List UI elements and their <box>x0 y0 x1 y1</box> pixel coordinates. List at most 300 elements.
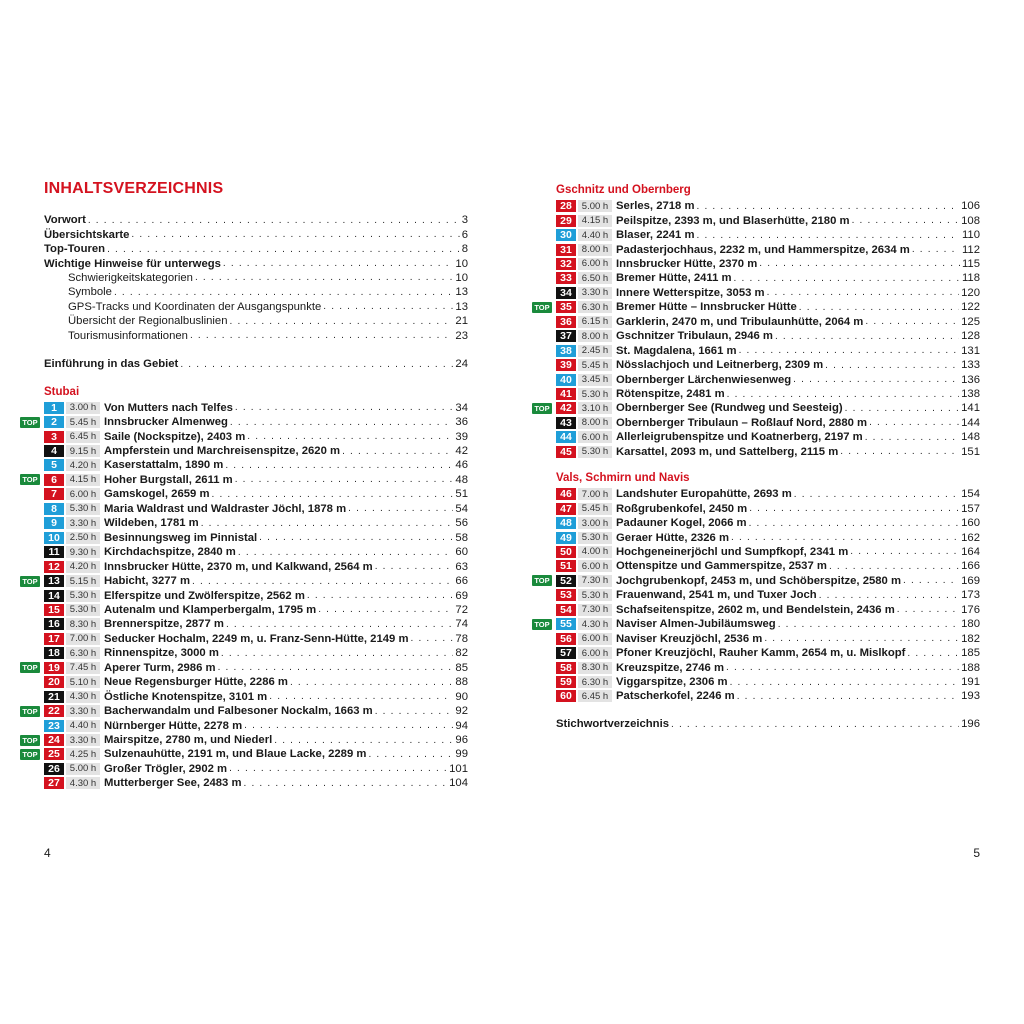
tour-page: 160 <box>961 517 980 530</box>
tour-row[interactable] <box>20 502 468 516</box>
tour-duration: 6.50 h <box>578 272 612 284</box>
tour-page: 154 <box>961 488 980 501</box>
tour-number: 47 <box>556 503 576 515</box>
section-heading: Gschnitz und Obernberg <box>556 184 691 196</box>
tour-title: Peilspitze, 2393 m, und Blaserhütte, 2180 m <box>616 214 850 227</box>
tour-duration: 8.30 h <box>578 662 612 674</box>
tour-page: 101 <box>449 762 468 775</box>
toc-entry-title: Stichwortverzeichnis <box>556 718 670 731</box>
leader-dots <box>225 460 453 471</box>
tour-row[interactable] <box>532 603 980 617</box>
tour-number: 40 <box>556 374 576 386</box>
toc-entry-page: 10 <box>455 257 468 270</box>
tour-row[interactable] <box>532 430 980 444</box>
tour-page: 120 <box>961 286 980 299</box>
tour-number: 24 <box>44 734 64 746</box>
tour-page: 182 <box>961 632 980 645</box>
tour-page: 133 <box>961 359 980 372</box>
toc-entry-title: Symbole <box>68 286 112 299</box>
tour-title: Rinnenspitze, 3000 m <box>104 647 219 660</box>
tour-page: 148 <box>961 431 980 444</box>
tour-duration: 5.00 h <box>578 200 612 212</box>
tour-row[interactable] <box>20 690 468 704</box>
tour-title: Roßgrubenkofel, 2450 m <box>616 502 748 515</box>
tour-number: 55 <box>556 618 576 630</box>
tour-duration: 7.00 h <box>578 488 612 500</box>
leader-dots <box>88 215 460 226</box>
tour-title: Nösslachjoch und Leitnerberg, 2309 m <box>616 359 824 372</box>
tour-title: Kreuzspitze, 2746 m <box>616 661 724 674</box>
tour-page: 46 <box>455 459 468 472</box>
tour-duration: 6.00 h <box>66 488 100 500</box>
tour-title: Seducker Hochalm, 2249 m, u. Franz-Senn-Hütte, 2149 m <box>104 632 409 645</box>
toc-entry[interactable] <box>44 242 468 256</box>
tour-row[interactable] <box>20 401 468 415</box>
leader-dots <box>307 590 454 601</box>
tour-row[interactable] <box>20 588 468 602</box>
tour-number: 31 <box>556 244 576 256</box>
tour-page: 136 <box>961 373 980 386</box>
tour-title: Aperer Turm, 2986 m <box>104 661 216 674</box>
tour-duration: 6.15 h <box>578 316 612 328</box>
tour-row[interactable] <box>532 228 980 242</box>
top-badge: TOP <box>20 417 40 428</box>
tour-row[interactable] <box>20 762 468 776</box>
tour-number: 8 <box>44 503 64 515</box>
tour-duration: 8.00 h <box>578 417 612 429</box>
tour-number: 59 <box>556 676 576 688</box>
tour-page: 141 <box>961 402 980 415</box>
tour-number: 36 <box>556 316 576 328</box>
tour-page: 56 <box>455 517 468 530</box>
leader-dots <box>799 302 959 313</box>
tour-page: 85 <box>455 661 468 674</box>
toc-entry-page: 13 <box>455 286 468 299</box>
leader-dots <box>235 474 454 485</box>
tour-duration: 3.30 h <box>578 287 612 299</box>
top-badge: TOP <box>20 706 40 717</box>
tour-duration: 3.10 h <box>578 402 612 414</box>
tour-row[interactable] <box>20 776 468 790</box>
tour-page: 110 <box>961 229 980 242</box>
leader-dots <box>230 316 454 327</box>
tour-row[interactable] <box>20 545 468 559</box>
tour-title: Bremer Hütte – Innsbrucker Hütte <box>616 301 797 314</box>
leader-dots <box>764 633 959 644</box>
toc-entry[interactable] <box>68 300 468 314</box>
tour-number: 21 <box>44 691 64 703</box>
tour-title: Sulzenauhütte, 2191 m, und Blaue Lacke, 2289 m <box>104 748 367 761</box>
tour-number: 45 <box>556 446 576 458</box>
leader-dots <box>375 706 454 717</box>
tour-title: Ampferstein und Marchreisenspitze, 2620 m <box>104 445 341 458</box>
tour-page: 173 <box>961 589 980 602</box>
top-badge: TOP <box>532 403 552 414</box>
tour-row[interactable] <box>532 530 980 544</box>
tour-number: 41 <box>556 388 576 400</box>
toc-title: INHALTSVERZEICHNIS <box>44 180 224 197</box>
tour-title: Innsbrucker Almenweg <box>104 416 228 429</box>
leader-dots <box>852 215 960 226</box>
tour-duration: 5.30 h <box>66 590 100 602</box>
tour-page: 74 <box>455 618 468 631</box>
leader-dots <box>794 489 959 500</box>
tour-row[interactable] <box>20 574 468 588</box>
tour-page: 94 <box>455 719 468 732</box>
tour-title: Habicht, 3277 m <box>104 575 191 588</box>
tour-duration: 6.30 h <box>578 676 612 688</box>
tour-row[interactable] <box>532 199 980 213</box>
tour-duration: 7.30 h <box>578 604 612 616</box>
tour-page: 104 <box>449 777 468 790</box>
tour-title: Obernberger Tribulaun – Roßlauf Nord, 2880 m <box>616 416 868 429</box>
leader-dots <box>829 561 959 572</box>
leader-dots <box>274 735 453 746</box>
toc-entry-page: 13 <box>455 300 468 313</box>
top-badge: TOP <box>20 749 40 760</box>
leader-dots <box>793 374 959 385</box>
tour-duration: 5.30 h <box>578 446 612 458</box>
leader-dots <box>825 360 959 371</box>
tour-number: 42 <box>556 402 576 414</box>
tour-page: 36 <box>455 416 468 429</box>
tour-title: Innsbrucker Hütte, 2370 m <box>616 257 758 270</box>
top-badge: TOP <box>20 735 40 746</box>
tour-number: 44 <box>556 431 576 443</box>
leader-dots <box>221 648 454 659</box>
tour-title: Hochgeneinerjöchl und Sumpfkopf, 2341 m <box>616 545 849 558</box>
tour-row[interactable] <box>532 660 980 674</box>
tour-row[interactable] <box>20 429 468 443</box>
toc-entry[interactable] <box>68 271 468 285</box>
tour-row[interactable] <box>20 661 468 675</box>
leader-dots <box>903 575 959 586</box>
tour-row[interactable] <box>20 632 468 646</box>
top-badge: TOP <box>532 302 552 313</box>
tour-row[interactable] <box>20 473 468 487</box>
toc-entry[interactable] <box>68 285 468 299</box>
toc-entry-title: Übersicht der Regionalbuslinien <box>68 315 228 328</box>
tour-title: Bremer Hütte, 2411 m <box>616 272 732 285</box>
tour-row[interactable] <box>532 387 980 401</box>
toc-entry-page: 24 <box>455 358 468 371</box>
leader-dots <box>819 590 959 601</box>
tour-title: Saile (Nockspitze), 2403 m <box>104 430 246 443</box>
toc-entry[interactable] <box>68 314 468 328</box>
tour-row[interactable] <box>532 516 980 530</box>
tour-page: 82 <box>455 647 468 660</box>
tour-row[interactable] <box>532 445 980 459</box>
toc-entry-title: Übersichtskarte <box>44 228 130 241</box>
tour-page: 63 <box>455 560 468 573</box>
tour-row[interactable] <box>20 603 468 617</box>
tour-page: 106 <box>961 200 980 213</box>
tour-number: 58 <box>556 662 576 674</box>
tour-title: Naviser Almen-Jubiläumsweg <box>616 618 776 631</box>
leader-dots <box>244 778 448 789</box>
toc-entry-page: 10 <box>455 271 468 284</box>
tour-row[interactable] <box>20 646 468 660</box>
top-badge: TOP <box>532 575 552 586</box>
tour-duration: 4.30 h <box>66 777 100 789</box>
tour-title: Bacherwandalm und Falbesoner Nockalm, 1663 m <box>104 705 373 718</box>
tour-page: 162 <box>961 531 980 544</box>
tour-row[interactable] <box>532 501 980 515</box>
tour-duration: 5.10 h <box>66 676 100 688</box>
tour-row[interactable] <box>532 315 980 329</box>
tour-number: 57 <box>556 647 576 659</box>
leader-dots <box>238 547 454 558</box>
leader-dots <box>244 720 453 731</box>
tour-number: 18 <box>44 647 64 659</box>
tour-number: 60 <box>556 690 576 702</box>
tour-row[interactable] <box>532 271 980 285</box>
toc-entry-title: Wichtige Hinweise für unterwegs <box>44 257 221 270</box>
tour-row[interactable] <box>532 588 980 602</box>
tour-duration: 6.30 h <box>578 301 612 313</box>
tour-duration: 7.00 h <box>66 633 100 645</box>
tour-number: 50 <box>556 546 576 558</box>
tour-page: 188 <box>961 661 980 674</box>
leader-dots <box>259 532 453 543</box>
leader-dots <box>869 417 959 428</box>
toc-entry-page: 3 <box>461 214 468 227</box>
tour-page: 88 <box>455 676 468 689</box>
tour-row[interactable] <box>532 372 980 386</box>
tour-page: 157 <box>961 502 980 515</box>
leader-dots <box>775 331 959 342</box>
tour-title: Von Mutters nach Telfes <box>104 401 233 414</box>
toc-entry-title: Schwierigkeitskategorien <box>68 271 193 284</box>
tour-page: 164 <box>961 545 980 558</box>
tour-row[interactable] <box>532 401 980 415</box>
tour-page: 151 <box>961 445 980 458</box>
tour-row[interactable] <box>20 704 468 718</box>
leader-dots <box>730 677 960 688</box>
toc-entry[interactable] <box>68 329 468 343</box>
tour-row[interactable] <box>20 458 468 472</box>
tour-title: Naviser Kreuzjöchl, 2536 m <box>616 632 763 645</box>
tour-duration: 4.20 h <box>66 561 100 573</box>
leader-dots <box>318 604 453 615</box>
leader-dots <box>107 244 460 255</box>
tour-row[interactable] <box>20 617 468 631</box>
toc-entry[interactable] <box>44 213 468 227</box>
leader-dots <box>727 389 960 400</box>
tour-duration: 3.00 h <box>66 402 100 414</box>
tour-duration: 2.50 h <box>66 532 100 544</box>
tour-duration: 8.00 h <box>578 244 612 256</box>
tour-number: 17 <box>44 633 64 645</box>
tour-row[interactable] <box>532 329 980 343</box>
tour-title: Frauenwand, 2541 m, und Tuxer Joch <box>616 589 817 602</box>
tour-row[interactable] <box>532 545 980 559</box>
tour-title: Ottenspitze und Gammerspitze, 2537 m <box>616 560 827 573</box>
leader-dots <box>759 258 960 269</box>
tour-row[interactable] <box>532 632 980 646</box>
tour-duration: 5.30 h <box>578 589 612 601</box>
toc-entry-page: 6 <box>461 228 468 241</box>
tour-title: Rötenspitze, 2481 m <box>616 388 725 401</box>
tour-title: Innsbrucker Hütte, 2370 m, und Kalkwand, 2564 m <box>104 560 373 573</box>
tour-title: Blaser, 2241 m <box>616 229 695 242</box>
top-badge: TOP <box>532 619 552 630</box>
tour-row[interactable] <box>20 559 468 573</box>
tour-row[interactable] <box>532 574 980 588</box>
page-number-right: 5 <box>973 846 980 860</box>
tour-duration: 4.40 h <box>66 720 100 732</box>
tour-page: 48 <box>455 473 468 486</box>
tour-title: Neue Regensburger Hütte, 2286 m <box>104 676 288 689</box>
tour-row[interactable] <box>20 444 468 458</box>
leader-dots <box>269 691 453 702</box>
toc-entry[interactable] <box>44 256 468 270</box>
tour-page: 69 <box>455 589 468 602</box>
tour-row[interactable] <box>532 344 980 358</box>
leader-dots <box>739 345 960 356</box>
toc-entry-title: Vorwort <box>44 214 86 227</box>
leader-dots <box>226 619 453 630</box>
tour-title: Jochgrubenkopf, 2453 m, und Schöberspitze, 2580 m <box>616 574 902 587</box>
tour-page: 176 <box>961 603 980 616</box>
tour-duration: 8.30 h <box>66 618 100 630</box>
tour-row[interactable] <box>532 559 980 573</box>
tour-page: 99 <box>455 748 468 761</box>
tour-row[interactable] <box>532 416 980 430</box>
leader-dots <box>731 532 959 543</box>
tour-title: Mutterberger See, 2483 m <box>104 777 242 790</box>
tour-row[interactable] <box>532 358 980 372</box>
tour-duration: 5.45 h <box>66 416 100 428</box>
tour-title: Serles, 2718 m <box>616 200 695 213</box>
leader-dots <box>840 446 959 457</box>
tour-duration: 5.30 h <box>66 604 100 616</box>
leader-dots <box>697 201 960 212</box>
tour-title: Karsattel, 2093 m, und Sattelberg, 2115 m <box>616 445 839 458</box>
tour-page: 131 <box>961 344 980 357</box>
tour-number: 49 <box>556 532 576 544</box>
tour-number: 46 <box>556 488 576 500</box>
toc-entry-index[interactable] <box>556 717 980 731</box>
toc-entry-page: 8 <box>461 243 468 256</box>
tour-duration: 6.00 h <box>578 258 612 270</box>
tour-duration: 5.00 h <box>66 763 100 775</box>
tour-row[interactable] <box>532 213 980 227</box>
leader-dots <box>201 518 454 529</box>
tour-title: Kaserstattalm, 1890 m <box>104 459 224 472</box>
tour-page: 54 <box>455 502 468 515</box>
tour-duration: 5.45 h <box>578 359 612 371</box>
tour-duration: 6.00 h <box>578 633 612 645</box>
leader-dots <box>749 518 960 529</box>
tour-row[interactable] <box>20 733 468 747</box>
tour-number: 33 <box>556 272 576 284</box>
toc-entry-title: Top-Touren <box>44 243 106 256</box>
tour-number: 25 <box>44 748 64 760</box>
toc-entry[interactable] <box>44 227 468 241</box>
tour-number: 52 <box>556 575 576 587</box>
tour-title: Besinnungsweg im Pinnistal <box>104 531 258 544</box>
leader-dots <box>850 546 959 557</box>
tour-row[interactable] <box>532 675 980 689</box>
top-badge: TOP <box>20 474 40 485</box>
tour-title: Autenalm und Klamperbergalm, 1795 m <box>104 603 317 616</box>
tour-row[interactable] <box>20 747 468 761</box>
tour-row[interactable] <box>20 531 468 545</box>
tour-title: Gschnitzer Tribulaun, 2946 m <box>616 330 773 343</box>
toc-entry-title: GPS-Tracks und Koordinaten der Ausgangspunkte <box>68 300 322 313</box>
tour-row[interactable] <box>532 300 980 314</box>
tour-row[interactable] <box>532 487 980 501</box>
tour-title: Landshuter Europahütte, 2693 m <box>616 488 792 501</box>
leader-dots <box>767 287 960 298</box>
tour-row[interactable] <box>532 257 980 271</box>
tour-page: 51 <box>455 488 468 501</box>
tour-row[interactable] <box>532 286 980 300</box>
tour-number: 4 <box>44 445 64 457</box>
tour-row[interactable] <box>20 718 468 732</box>
leader-dots <box>734 273 960 284</box>
toc-entry-title: Einführung in das Gebiet <box>44 358 179 371</box>
tour-number: 27 <box>44 777 64 789</box>
tour-duration: 7.30 h <box>578 575 612 587</box>
tour-row[interactable] <box>532 689 980 703</box>
tour-number: 43 <box>556 417 576 429</box>
tour-page: 60 <box>455 546 468 559</box>
leader-dots <box>749 503 959 514</box>
tour-page: 58 <box>455 531 468 544</box>
leader-dots <box>212 489 454 500</box>
tour-row[interactable] <box>20 487 468 501</box>
tour-row[interactable] <box>20 415 468 429</box>
tour-duration: 4.30 h <box>66 691 100 703</box>
tour-duration: 6.45 h <box>578 690 612 702</box>
tour-row[interactable] <box>20 516 468 530</box>
tour-number: 48 <box>556 517 576 529</box>
right-page <box>512 0 1024 1024</box>
tour-title: Großer Trögler, 2902 m <box>104 762 228 775</box>
tour-title: Maria Waldrast und Waldraster Jöchl, 1878 m <box>104 502 347 515</box>
toc-entry-intro[interactable] <box>44 357 468 371</box>
tour-number: 2 <box>44 416 64 428</box>
tour-title: Wildeben, 1781 m <box>104 517 199 530</box>
leader-dots <box>778 619 959 630</box>
tour-duration: 6.30 h <box>66 647 100 659</box>
tour-number: 5 <box>44 459 64 471</box>
tour-title: Kirchdachspitze, 2840 m <box>104 546 236 559</box>
tour-page: 34 <box>455 401 468 414</box>
tour-title: Schafseitenspitze, 2602 m, und Bendelstein, 2436 m <box>616 603 895 616</box>
tour-row[interactable] <box>532 646 980 660</box>
tour-page: 115 <box>961 257 980 270</box>
tour-row[interactable] <box>532 617 980 631</box>
tour-row[interactable] <box>20 675 468 689</box>
tour-number: 6 <box>44 474 64 486</box>
tour-page: 128 <box>961 330 980 343</box>
tour-duration: 6.00 h <box>578 560 612 572</box>
leader-dots <box>247 431 453 442</box>
tour-number: 11 <box>44 546 64 558</box>
leader-dots <box>223 258 454 269</box>
tour-number: 35 <box>556 301 576 313</box>
section-heading-stubai: Stubai <box>44 386 80 398</box>
toc-entry-page: 196 <box>961 718 980 731</box>
leader-dots <box>192 576 453 587</box>
tour-duration: 3.30 h <box>66 517 100 529</box>
tour-row[interactable] <box>532 242 980 256</box>
tour-page: 92 <box>455 705 468 718</box>
tour-page: 78 <box>455 632 468 645</box>
